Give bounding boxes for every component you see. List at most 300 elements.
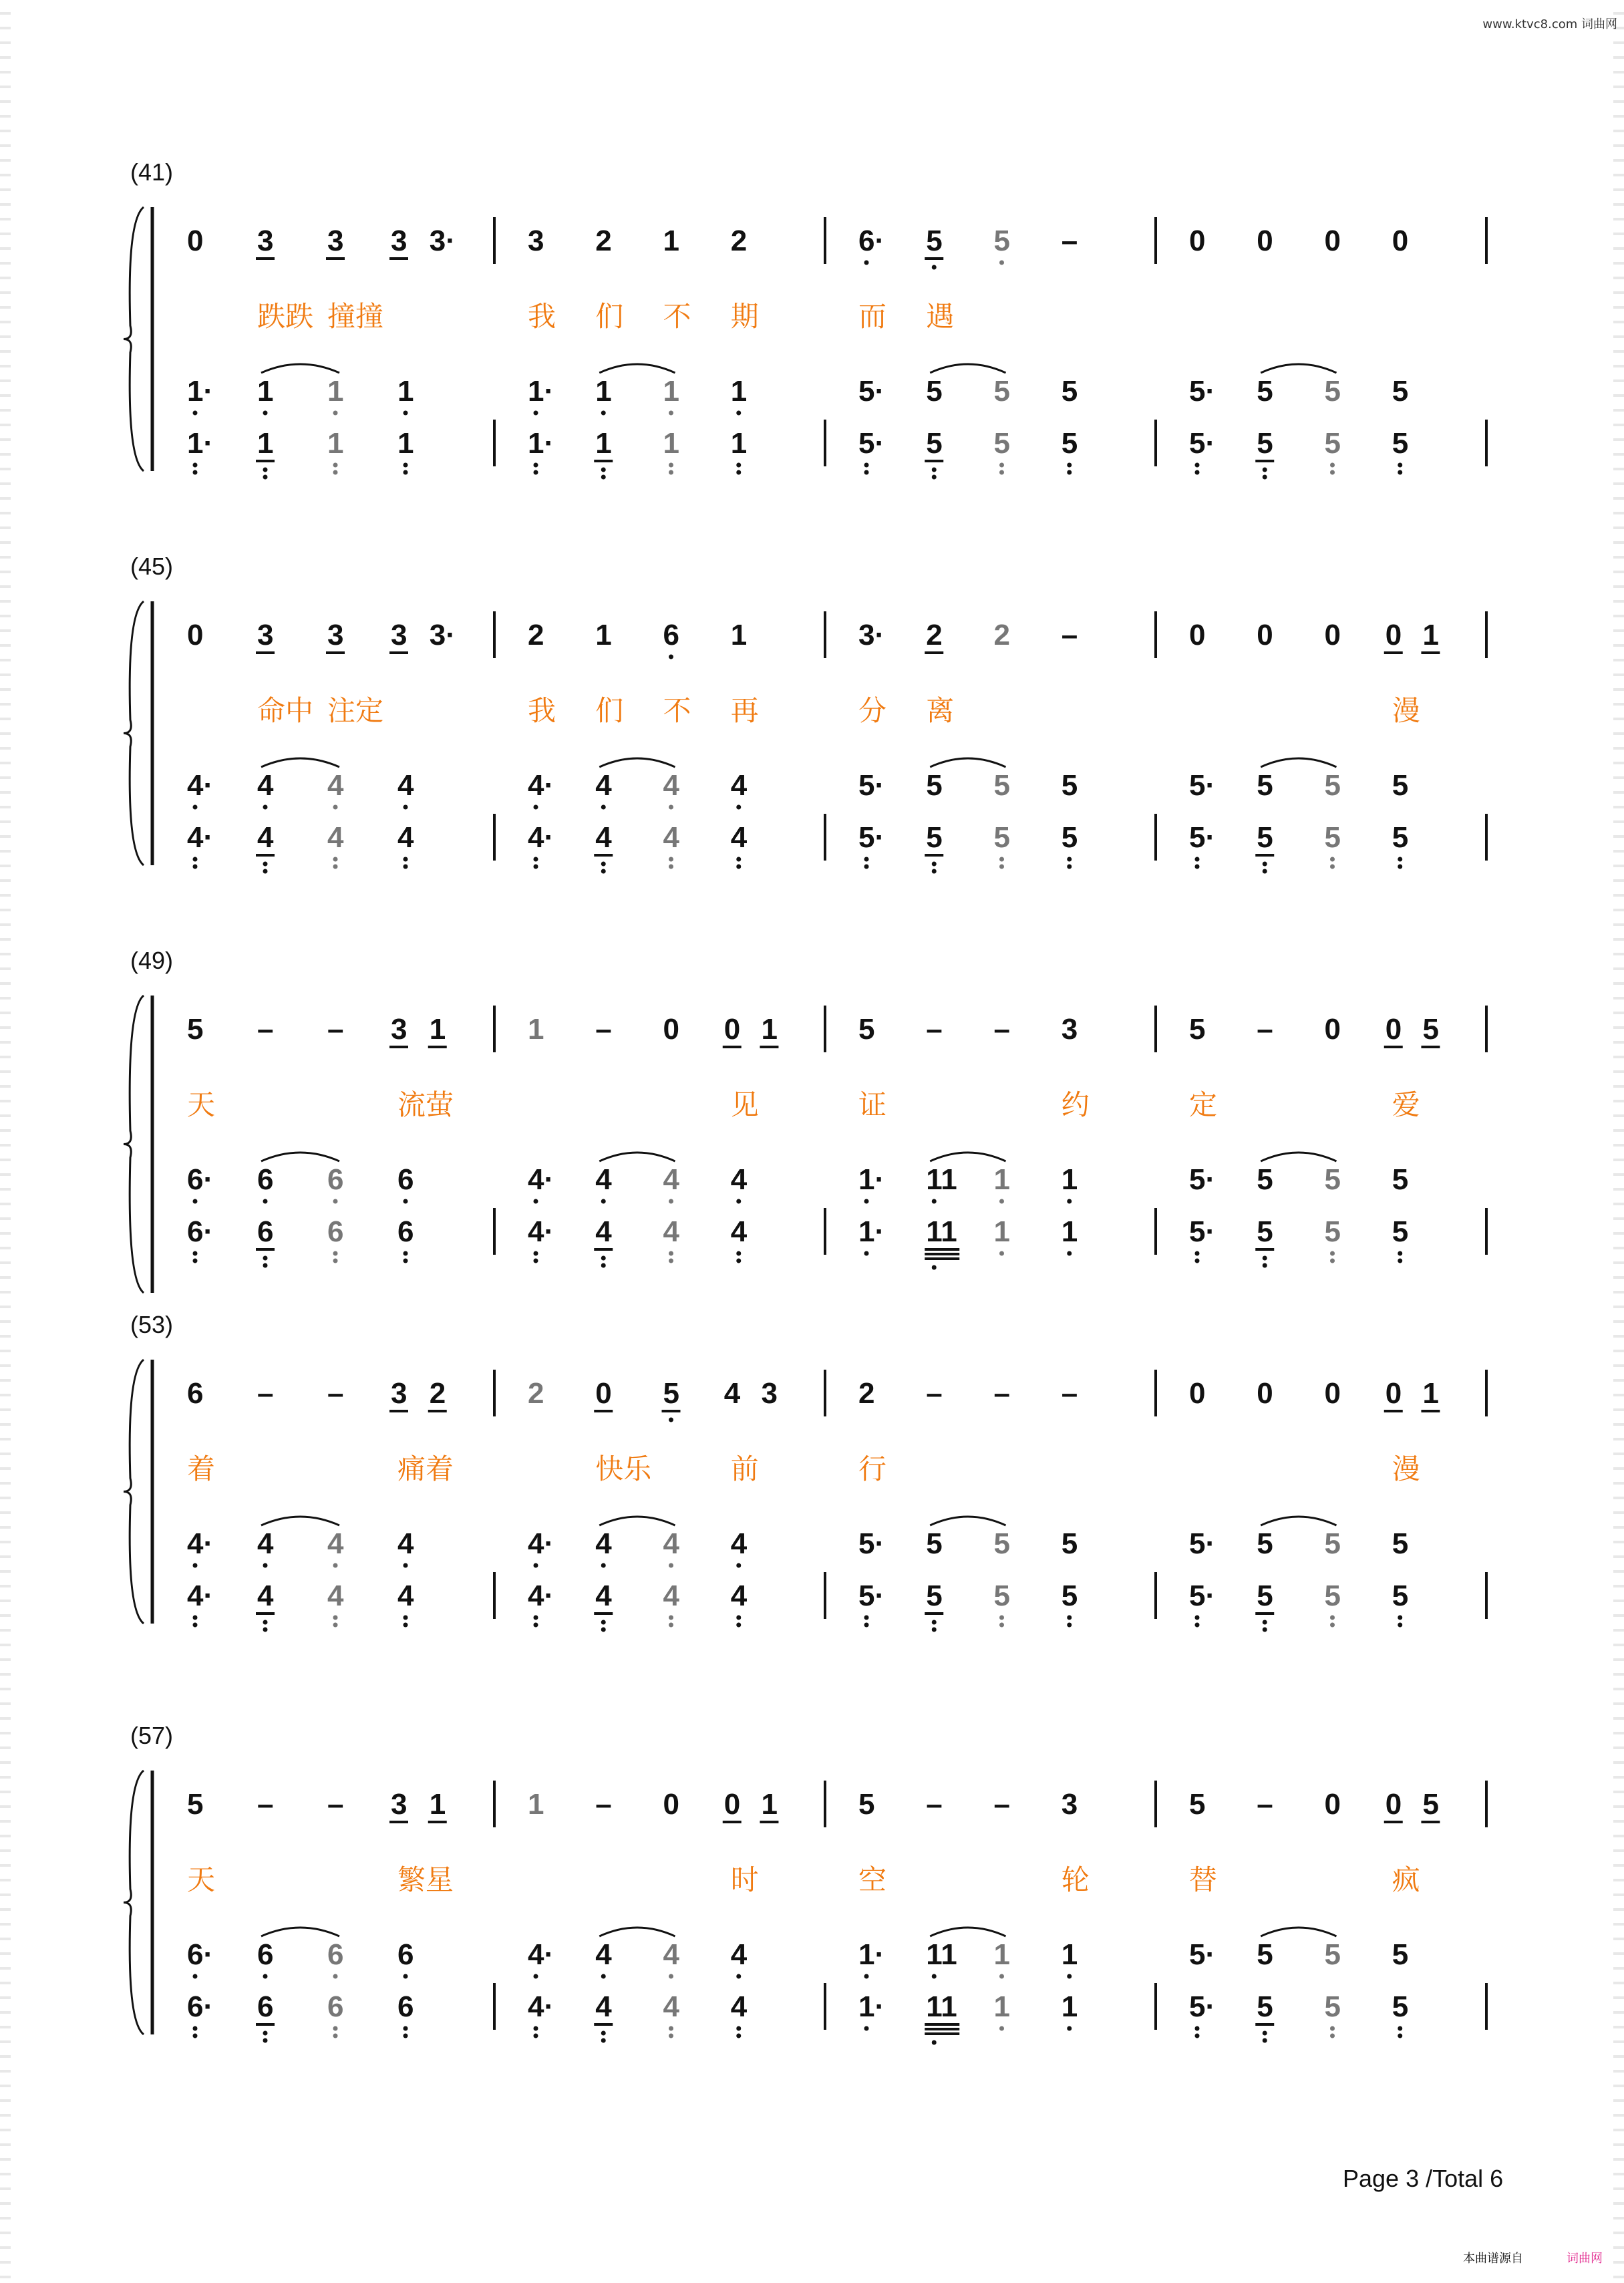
note: 0 (723, 1013, 741, 1046)
note: 5 (926, 1579, 943, 1612)
octave-dot (1330, 2034, 1335, 2038)
lyric: 快乐 (595, 1453, 652, 1485)
note: 5 (858, 1788, 875, 1821)
note: 6· (187, 1990, 214, 2023)
octave-dot (736, 1616, 741, 1620)
lyric: 天 (187, 1863, 216, 1896)
octave-dot (932, 468, 937, 472)
octave-dot (601, 1199, 606, 1204)
note: 1 (730, 619, 748, 651)
octave-dot (534, 1563, 538, 1568)
note: 5 (1061, 821, 1078, 854)
lyric: 我 (528, 694, 556, 727)
octave-dot (263, 475, 268, 480)
octave-dot (1067, 857, 1072, 862)
octave-dot (864, 1623, 869, 1628)
octave-dot (403, 1251, 408, 1256)
note: 4 (730, 1579, 748, 1612)
octave-dot (669, 1251, 673, 1256)
note: 4 (663, 821, 679, 854)
octave-dot (601, 1563, 606, 1568)
note: 6 (327, 1163, 344, 1196)
octave-dot (403, 1623, 408, 1628)
octave-dot (601, 411, 606, 416)
note: 6 (257, 1215, 274, 1248)
note: 5 (1257, 821, 1273, 854)
note: 0 (1324, 1377, 1341, 1410)
note: 4 (663, 769, 679, 802)
octave-dot (193, 1199, 198, 1204)
note: 6 (327, 1938, 344, 1971)
note: 5· (858, 1527, 885, 1560)
octave-dot (736, 1974, 741, 1979)
note: 11 (926, 1938, 957, 1971)
note: 1· (858, 1215, 885, 1248)
octave-dot (1263, 475, 1267, 480)
octave-dot (193, 805, 198, 810)
octave-dot (736, 2026, 741, 2031)
octave-dot (193, 865, 198, 869)
note: 5· (858, 1579, 885, 1612)
note: 2 (730, 224, 748, 257)
octave-dot (1263, 1256, 1267, 1261)
note: 4· (187, 1527, 214, 1560)
note: 3 (761, 1377, 778, 1410)
note: 5 (1392, 1163, 1409, 1196)
measure-number: (57) (130, 1722, 174, 1749)
octave-dot (193, 1974, 198, 1979)
note: 0 (1385, 1013, 1402, 1046)
note: 1 (663, 375, 679, 408)
note: 1· (858, 1163, 885, 1196)
lyric: 天 (187, 1088, 216, 1121)
octave-dot (736, 470, 741, 475)
score-system (124, 1311, 1486, 1632)
octave-dot (263, 1974, 268, 1979)
octave-dot (932, 1974, 937, 1979)
octave-dot (1195, 1623, 1200, 1628)
lyric: 跌跌 (257, 300, 314, 333)
octave-dot (864, 857, 869, 862)
note: 1· (858, 1990, 885, 2023)
octave-dot (534, 411, 538, 416)
note: 3 (391, 1377, 408, 1410)
note: 3 (391, 619, 408, 651)
octave-dot (932, 2040, 937, 2045)
octave-dot (534, 1251, 538, 1256)
lyric: 注定 (327, 694, 384, 727)
score-system (124, 158, 1486, 480)
lyric: 不 (663, 300, 691, 333)
octave-dot (669, 1418, 673, 1422)
note: 4 (257, 821, 274, 854)
octave-dot (193, 470, 198, 475)
note: 6 (257, 1938, 274, 1971)
note: 1 (257, 375, 274, 408)
note: 1 (663, 224, 679, 257)
octave-dot (736, 1623, 741, 1628)
octave-dot (864, 1199, 869, 1204)
note: 2 (926, 619, 943, 651)
note: 3 (257, 224, 274, 257)
note: 1 (1061, 1215, 1078, 1248)
note: 6· (187, 1938, 214, 1971)
note: 4 (730, 821, 748, 854)
octave-dot (403, 1199, 408, 1204)
octave-dot (736, 463, 741, 468)
note: 4· (187, 821, 214, 854)
site-header: www.ktvc8.com 词曲网 (1482, 17, 1617, 31)
octave-dot (263, 862, 268, 867)
note: 0 (663, 1788, 679, 1821)
note: 0 (1257, 224, 1273, 257)
tie (599, 1517, 675, 1525)
octave-dot (333, 857, 338, 862)
octave-dot (1330, 1616, 1335, 1620)
octave-dot (263, 1628, 268, 1632)
note: 4· (528, 1527, 554, 1560)
note: 6· (858, 224, 885, 257)
note: 5· (1189, 375, 1216, 408)
octave-dot (1195, 857, 1200, 862)
note: 5 (1257, 1990, 1273, 2023)
octave-dot (932, 1265, 937, 1270)
note: 6· (187, 1215, 214, 1248)
note: 5 (1257, 375, 1273, 408)
lyric: 我 (528, 300, 556, 333)
note: 5 (1324, 769, 1341, 802)
score-system (124, 1722, 1486, 2045)
tie (1261, 1517, 1336, 1525)
measure-number: (49) (130, 947, 174, 974)
note: 1 (595, 427, 612, 460)
note: 2 (993, 619, 1010, 651)
note: 6 (397, 1163, 414, 1196)
note: – (1257, 1013, 1273, 1046)
octave-dot (932, 1628, 937, 1632)
note: 4 (663, 1990, 679, 2023)
octave-dot (333, 1616, 338, 1620)
note: 5 (993, 1579, 1010, 1612)
octave-dot (263, 1256, 268, 1261)
note: 0 (1189, 1377, 1206, 1410)
octave-dot (999, 1251, 1004, 1256)
note: 0 (187, 224, 204, 257)
octave-dot (1330, 463, 1335, 468)
note: 2 (528, 619, 544, 651)
note: 4 (663, 1215, 679, 1248)
octave-dot (1330, 1259, 1335, 1263)
note: 5 (1324, 821, 1341, 854)
note: 1· (528, 427, 554, 460)
note: 0 (1324, 1788, 1341, 1821)
tie (599, 1928, 675, 1936)
note: 1 (397, 427, 414, 460)
octave-dot (1398, 2026, 1402, 2031)
lyric: 们 (595, 300, 624, 333)
octave-dot (1398, 2034, 1402, 2038)
lyric: 证 (858, 1088, 887, 1121)
note: 5 (926, 821, 943, 854)
tie (599, 1153, 675, 1161)
octave-dot (403, 2026, 408, 2031)
note: – (257, 1377, 274, 1410)
note: 6 (663, 619, 679, 651)
octave-dot (1398, 1259, 1402, 1263)
octave-dot (1067, 865, 1072, 869)
lyric: 轮 (1061, 1863, 1090, 1896)
octave-dot (534, 865, 538, 869)
note: 4 (257, 769, 274, 802)
octave-dot (534, 2034, 538, 2038)
note: 0 (1324, 619, 1341, 651)
octave-dot (534, 463, 538, 468)
lyric: 离 (926, 694, 955, 727)
octave-dot (333, 865, 338, 869)
lyric: 撞撞 (327, 300, 384, 333)
note: 1 (528, 1788, 544, 1821)
octave-dot (403, 2034, 408, 2038)
note: 0 (1385, 1788, 1402, 1821)
note: 1 (327, 375, 344, 408)
lyric: 期 (730, 300, 759, 333)
note: 5 (993, 1527, 1010, 1560)
note: 1 (429, 1013, 446, 1046)
note: 5 (993, 375, 1010, 408)
note: 6 (257, 1163, 274, 1196)
note: 1 (993, 1938, 1010, 1971)
octave-dot (403, 411, 408, 416)
octave-dot (601, 869, 606, 874)
note: 4 (730, 1527, 748, 1560)
note: 5 (1324, 1990, 1341, 2023)
note: 5 (1257, 1579, 1273, 1612)
note: 5 (1189, 1013, 1206, 1046)
octave-dot (1067, 2026, 1072, 2031)
note: 4 (595, 1990, 612, 2023)
octave-dot (669, 1563, 673, 1568)
note: 5 (187, 1013, 204, 1046)
note: 5 (1392, 375, 1409, 408)
note: 1 (327, 427, 344, 460)
note: – (327, 1788, 344, 1821)
note: – (993, 1788, 1010, 1821)
octave-dot (601, 1256, 606, 1261)
octave-dot (333, 470, 338, 475)
note: 4 (663, 1527, 679, 1560)
lyric: 流萤 (397, 1088, 454, 1121)
octave-dot (1330, 1623, 1335, 1628)
octave-dot (263, 805, 268, 810)
octave-dot (333, 1199, 338, 1204)
octave-dot (263, 2038, 268, 2043)
note: 0 (1189, 619, 1206, 651)
octave-dot (263, 1199, 268, 1204)
note: – (595, 1013, 612, 1046)
note: 4· (528, 1579, 554, 1612)
octave-dot (1398, 857, 1402, 862)
note: 3· (429, 224, 456, 257)
lyric: 而 (858, 300, 887, 333)
note: 5 (926, 769, 943, 802)
octave-dot (1195, 1259, 1200, 1263)
tie (930, 364, 1005, 373)
note: 1 (761, 1013, 778, 1046)
octave-dot (1195, 865, 1200, 869)
note: 3· (858, 619, 885, 651)
note: 4 (595, 1579, 612, 1612)
octave-dot (601, 862, 606, 867)
source-brand: 词曲网 (1567, 2252, 1603, 2266)
note: 4 (257, 1527, 274, 1560)
octave-dot (601, 475, 606, 480)
note: 3 (391, 224, 408, 257)
note: 11 (926, 1215, 957, 1248)
note: 4· (528, 769, 554, 802)
octave-dot (1067, 1616, 1072, 1620)
octave-dot (1263, 862, 1267, 867)
note: 5 (1324, 1579, 1341, 1612)
octave-dot (1263, 1263, 1267, 1268)
octave-dot (864, 470, 869, 475)
octave-dot (193, 1563, 198, 1568)
note: 5 (993, 769, 1010, 802)
octave-dot (669, 655, 673, 659)
octave-dot (1195, 470, 1200, 475)
note: 5 (1392, 1938, 1409, 1971)
note: 0 (1385, 1377, 1402, 1410)
lyric: 着 (187, 1453, 216, 1485)
octave-dot (1398, 470, 1402, 475)
tie (1261, 364, 1336, 373)
octave-dot (601, 1974, 606, 1979)
lyric: 繁星 (397, 1863, 454, 1896)
note: 4· (528, 1215, 554, 1248)
note: 5· (858, 427, 885, 460)
octave-dot (403, 1563, 408, 1568)
octave-dot (736, 1259, 741, 1263)
octave-dot (1330, 857, 1335, 862)
octave-dot (534, 1974, 538, 1979)
octave-dot (736, 411, 741, 416)
octave-dot (601, 1263, 606, 1268)
measure-number: (53) (130, 1311, 174, 1338)
note: 1· (528, 375, 554, 408)
lyric: 空 (858, 1863, 887, 1896)
octave-dot (534, 1623, 538, 1628)
octave-dot (333, 805, 338, 810)
octave-dot (601, 2031, 606, 2036)
note: 1 (595, 375, 612, 408)
octave-dot (999, 261, 1004, 265)
note: 5 (1189, 1788, 1206, 1821)
tie (1261, 758, 1336, 767)
octave-dot (932, 1199, 937, 1204)
octave-dot (669, 2034, 673, 2038)
octave-dot (534, 1616, 538, 1620)
note: 5 (1061, 769, 1078, 802)
octave-dot (999, 1616, 1004, 1620)
note: 3 (391, 1788, 408, 1821)
lyric: 漫 (1392, 1453, 1420, 1485)
tie (261, 1928, 339, 1936)
note: 5· (858, 821, 885, 854)
note: 5 (993, 427, 1010, 460)
octave-dot (403, 805, 408, 810)
octave-dot (1330, 865, 1335, 869)
note: 3 (528, 224, 544, 257)
note: 6 (397, 1215, 414, 1248)
note: 1 (595, 619, 612, 651)
octave-dot (263, 2031, 268, 2036)
note: 4 (327, 1527, 344, 1560)
note: 5 (1257, 1215, 1273, 1248)
octave-dot (669, 463, 673, 468)
octave-dot (333, 1251, 338, 1256)
octave-dot (403, 1974, 408, 1979)
note: 5 (1392, 1990, 1409, 2023)
octave-dot (864, 2026, 869, 2031)
note: 5· (858, 375, 885, 408)
octave-dot (1263, 468, 1267, 472)
octave-dot (669, 865, 673, 869)
note: 4 (327, 1579, 344, 1612)
note: 3 (1061, 1013, 1078, 1046)
note: 2 (528, 1377, 544, 1410)
note: – (327, 1013, 344, 1046)
octave-dot (1263, 2031, 1267, 2036)
note: 6 (327, 1990, 344, 2023)
tie (261, 1517, 339, 1525)
note: 0 (595, 1377, 612, 1410)
note: 2 (595, 224, 612, 257)
note: 4 (663, 1579, 679, 1612)
note: 5· (1189, 1579, 1216, 1612)
note: 3 (327, 619, 344, 651)
octave-dot (736, 1199, 741, 1204)
note: 1 (528, 1013, 544, 1046)
octave-dot (1195, 1251, 1200, 1256)
note: 4· (528, 1163, 554, 1196)
octave-dot (1195, 463, 1200, 468)
tie (930, 1153, 1005, 1161)
octave-dot (193, 463, 198, 468)
note: 6 (327, 1215, 344, 1248)
lyric: 痛着 (397, 1453, 454, 1485)
lyric: 命中 (257, 694, 314, 727)
octave-dot (193, 411, 198, 416)
lyric: 疯 (1392, 1863, 1420, 1896)
system-brace (124, 601, 144, 865)
octave-dot (1195, 2034, 1200, 2038)
tie (599, 758, 675, 767)
octave-dot (263, 869, 268, 874)
octave-dot (669, 1974, 673, 1979)
note: 1 (397, 375, 414, 408)
octave-dot (999, 1623, 1004, 1628)
note: 4 (595, 1215, 612, 1248)
note: 1· (858, 1938, 885, 1971)
octave-dot (999, 470, 1004, 475)
tie (261, 758, 339, 767)
note: 6 (397, 1990, 414, 2023)
lyric: 前 (730, 1453, 759, 1485)
note: 4 (730, 769, 748, 802)
note: – (257, 1013, 274, 1046)
note: 5 (1061, 1579, 1078, 1612)
octave-dot (669, 805, 673, 810)
octave-dot (403, 1616, 408, 1620)
